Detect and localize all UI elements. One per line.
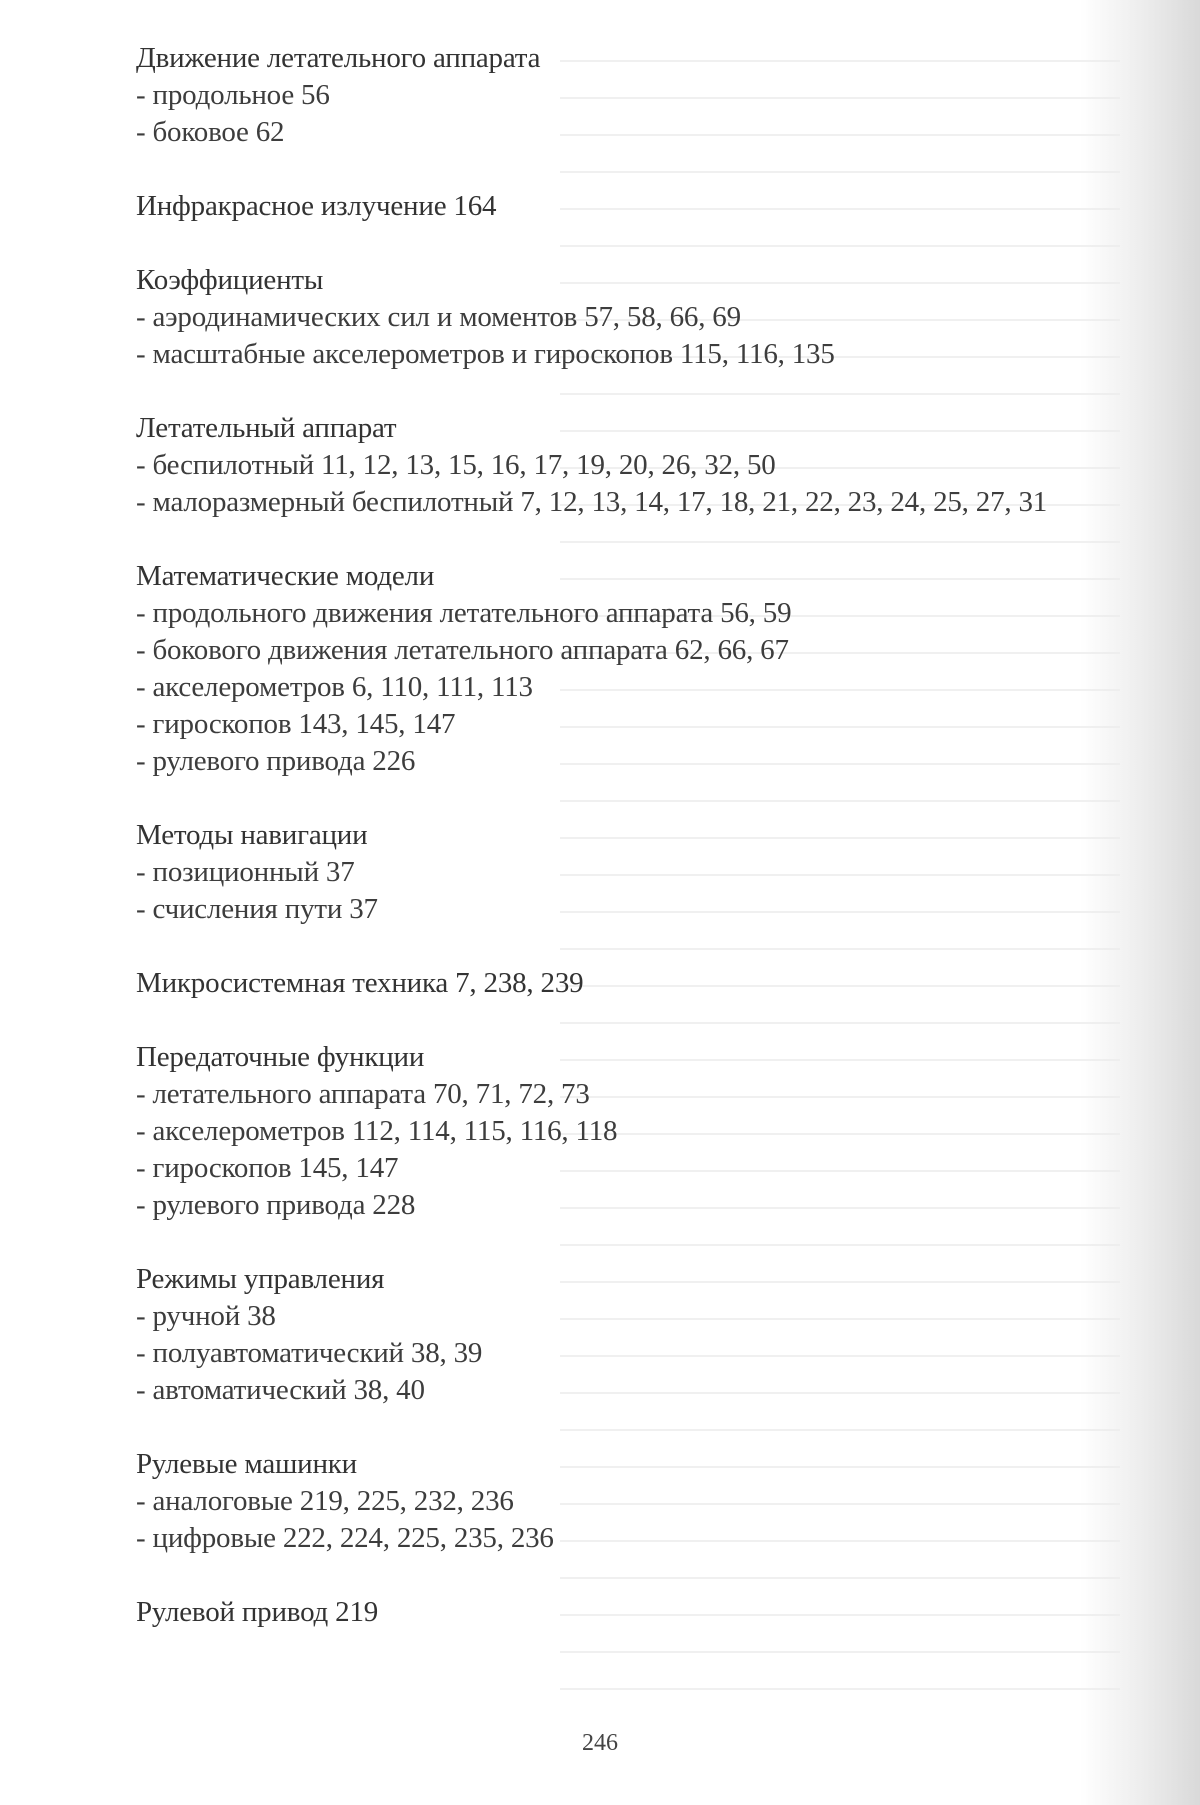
index-entry xyxy=(136,1261,1156,1409)
index-entry xyxy=(136,1446,1156,1557)
index-subentry: - полуавтоматический 38, 39 xyxy=(136,1337,483,1369)
index-entry xyxy=(136,188,1156,225)
index-subentry: - рулевого привода 226 xyxy=(136,745,416,777)
index-heading: Передаточные функции xyxy=(136,1041,425,1073)
index-entry xyxy=(136,965,1156,1002)
index-heading: Коэффициенты xyxy=(136,264,324,296)
index-entry xyxy=(136,558,1156,780)
index-subentry: - автоматический 38, 40 xyxy=(136,1374,425,1406)
index-entry xyxy=(136,1594,1156,1631)
index-heading: Режимы управления xyxy=(136,1263,385,1295)
index-subentry: - аналоговые 219, 225, 232, 236 xyxy=(136,1485,514,1517)
index-heading: Методы навигации xyxy=(136,819,368,851)
subject-index xyxy=(136,40,1156,1668)
index-subentry: - бокового движения летательного аппарата 62, 66, 67 xyxy=(136,634,789,666)
index-entry xyxy=(136,262,1156,373)
index-heading: Микросистемная техника 7, 238, 239 xyxy=(136,967,584,999)
index-entry xyxy=(136,40,1156,151)
index-entry xyxy=(136,410,1156,521)
index-heading: Летательный аппарат xyxy=(136,412,397,444)
index-subentry: - масштабные акселерометров и гироскопов 115, 116, 135 xyxy=(136,338,835,370)
index-heading: Рулевой привод 219 xyxy=(136,1596,379,1628)
index-subentry: - беспилотный 11, 12, 13, 15, 16, 17, 19, 20, 26, 32, 50 xyxy=(136,449,776,481)
index-subentry: - малоразмерный беспилотный 7, 12, 13, 14, 17, 18, 21, 22, 23, 24, 25, 27, 31 xyxy=(136,486,1048,518)
index-subentry: - аэродинамических сил и моментов 57, 58, 66, 69 xyxy=(136,301,741,333)
index-heading: Движение летательного аппарата xyxy=(136,42,541,74)
index-subentry: - счисления пути 37 xyxy=(136,893,378,925)
index-subentry: - продольное 56 xyxy=(136,79,330,111)
index-entry xyxy=(136,1039,1156,1224)
index-subentry: - позиционный 37 xyxy=(136,856,355,888)
index-subentry: - ручной 38 xyxy=(136,1300,276,1332)
index-entry xyxy=(136,817,1156,928)
index-subentry: - акселерометров 112, 114, 115, 116, 118 xyxy=(136,1115,618,1147)
page-number: 246 xyxy=(582,1730,618,1756)
index-subentry: - продольного движения летательного аппарата 56, 59 xyxy=(136,597,792,629)
index-heading: Рулевые машинки xyxy=(136,1448,357,1480)
index-heading: Инфракрасное излучение 164 xyxy=(136,190,497,222)
index-subentry: - боковое 62 xyxy=(136,116,285,148)
index-subentry: - рулевого привода 228 xyxy=(136,1189,416,1221)
index-heading: Математические модели xyxy=(136,560,435,592)
index-subentry: - цифровые 222, 224, 225, 235, 236 xyxy=(136,1522,554,1554)
index-subentry: - акселерометров 6, 110, 111, 113 xyxy=(136,671,533,703)
index-subentry: - гироскопов 143, 145, 147 xyxy=(136,708,456,740)
index-subentry: - летательного аппарата 70, 71, 72, 73 xyxy=(136,1078,590,1110)
index-subentry: - гироскопов 145, 147 xyxy=(136,1152,399,1184)
